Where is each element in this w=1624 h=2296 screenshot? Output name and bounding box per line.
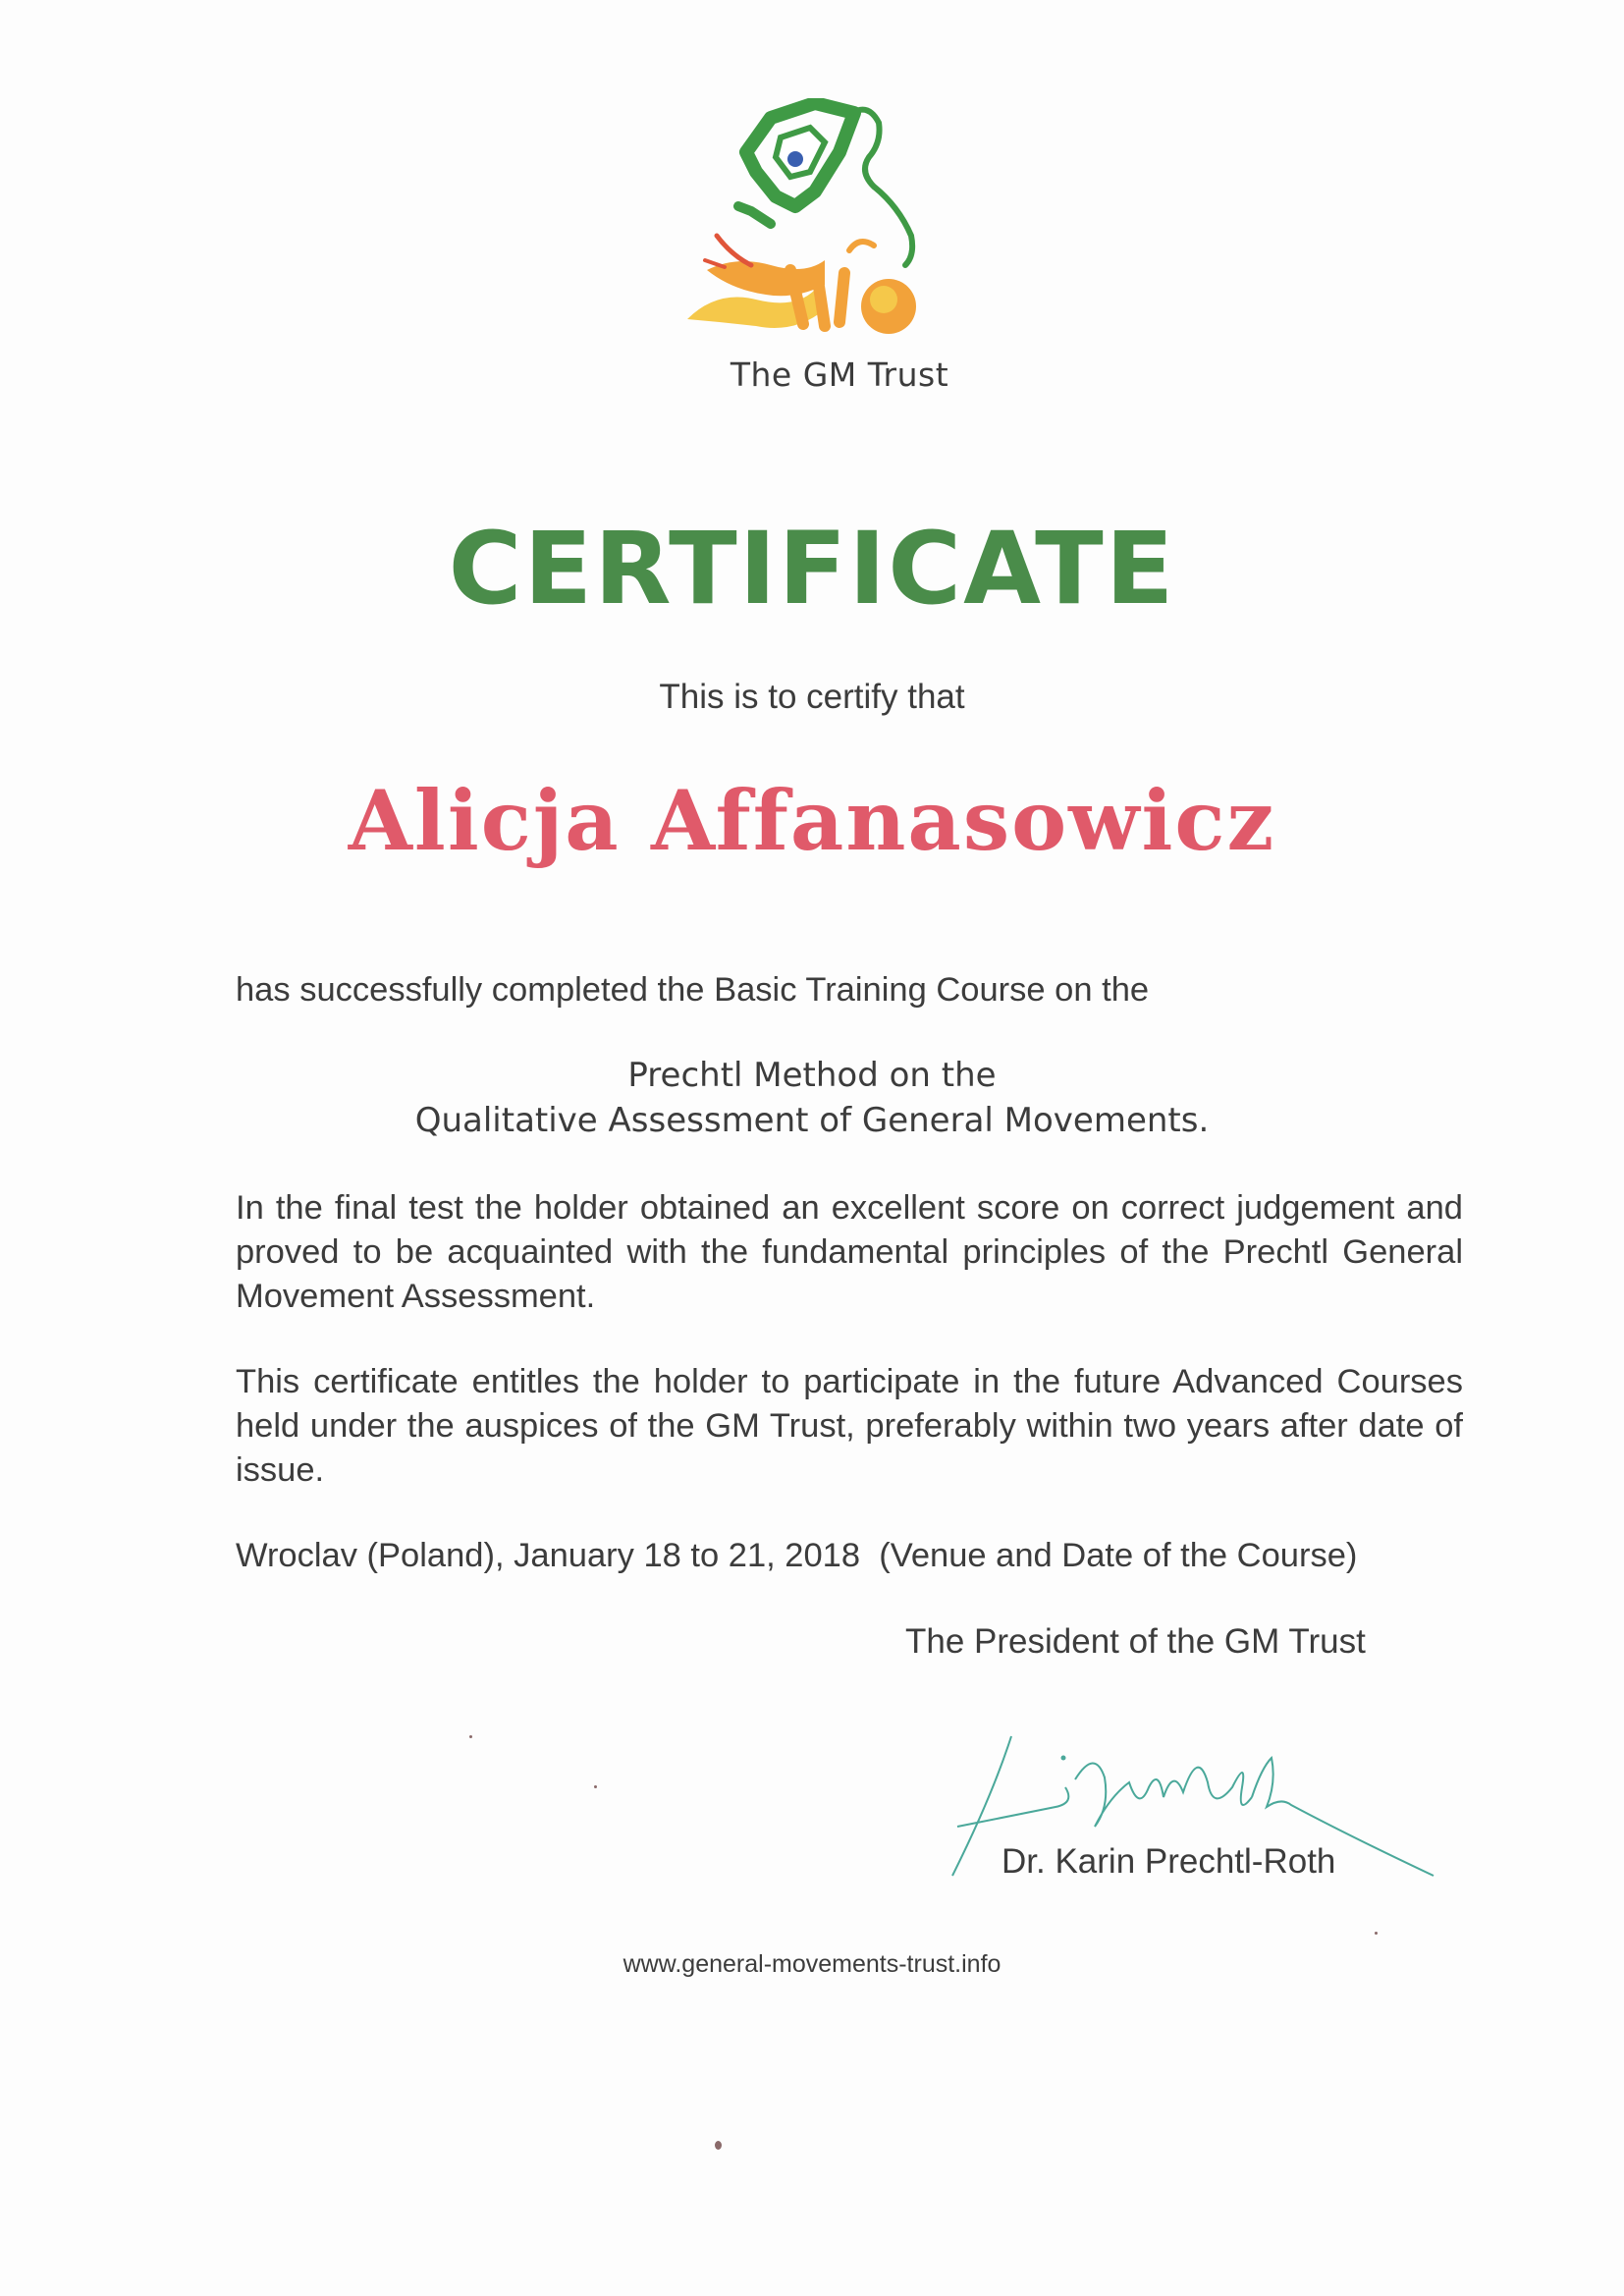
course-title-line-1: Prechtl Method on the bbox=[627, 1056, 997, 1095]
recipient-name: Alicja Affanasowicz bbox=[348, 772, 1276, 869]
paper-speck bbox=[715, 2141, 722, 2150]
website-url: www.general-movements-trust.info bbox=[623, 1950, 1001, 1978]
paper-speck bbox=[1375, 1932, 1378, 1935]
certificate-title: CERTIFICATE bbox=[448, 511, 1176, 628]
paper-speck bbox=[594, 1785, 597, 1788]
course-title bbox=[0, 1053, 1624, 1143]
paper-speck bbox=[469, 1735, 472, 1738]
entitlement-paragraph: This certificate entitles the holder to participate in the future Advanced Courses held under the auspices of the GM Trust, preferably within two years after date of issue. bbox=[236, 1363, 1463, 1489]
venue-and-date: Wroclav (Poland), January 18 to 21, 2018 (Venue and Date of the Course) bbox=[236, 1537, 1358, 1574]
president-label: The President of the GM Trust bbox=[905, 1622, 1366, 1661]
signer-name: Dr. Karin Prechtl-Roth bbox=[1001, 1842, 1336, 1881]
logo-caption: The GM Trust bbox=[730, 355, 949, 394]
completed-statement: has successfully completed the Basic Training Course on the bbox=[236, 971, 1150, 1009]
course-title-line-2: Qualitative Assessment of General Movements. bbox=[414, 1101, 1210, 1140]
test-paragraph: In the final test the holder obtained an excellent score on correct judgement and proved to be acquainted with the fundamental principles of the Prechtl General Movement Assessment. bbox=[236, 1189, 1463, 1315]
certify-intro: This is to certify that bbox=[659, 678, 965, 716]
gm-trust-logo bbox=[677, 98, 1001, 412]
gm-trust-logo-graphic bbox=[677, 98, 1001, 354]
